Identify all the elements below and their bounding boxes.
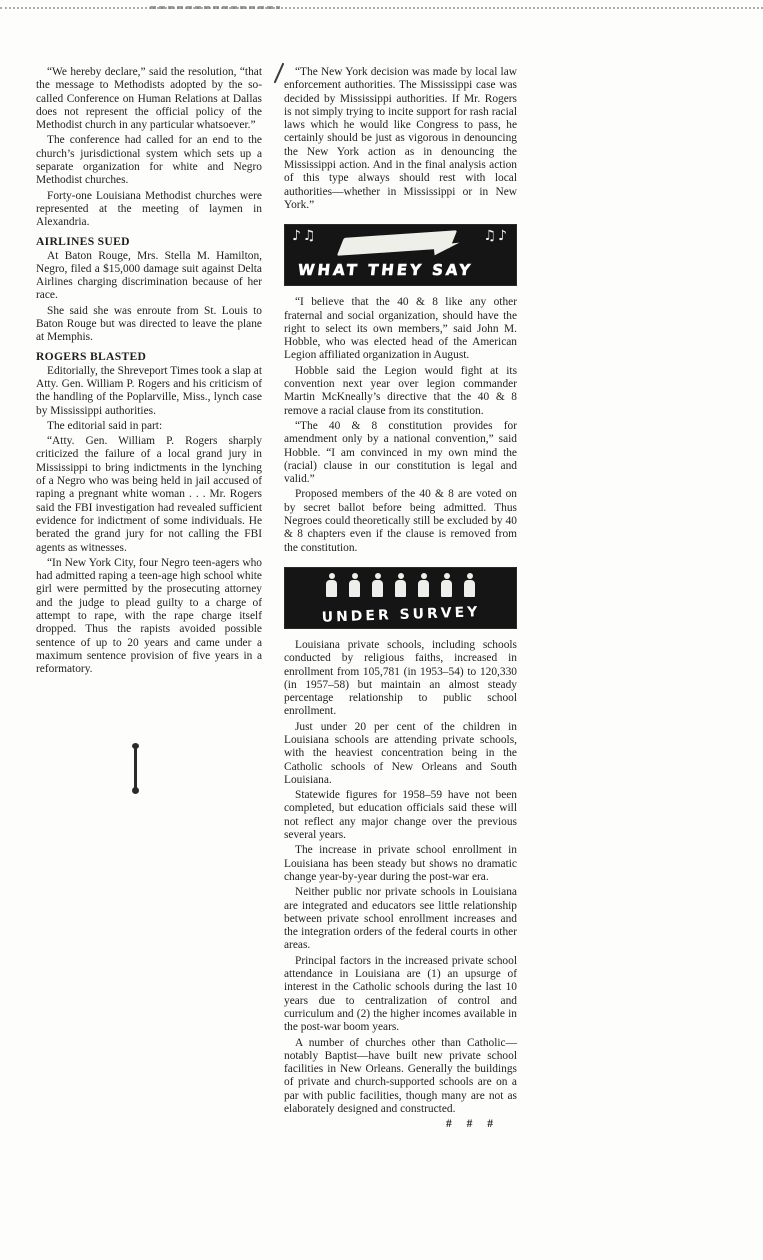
what-they-say-title: WHAT THEY SAY	[297, 261, 474, 280]
left-column	[36, 66, 262, 678]
paragraph: “The 40 & 8 constitution provides for amendment only by a national convention,” said Hobble. “I am convinced in my own mind the (racial) clause in our constitution is legal and valid.”	[284, 419, 517, 486]
person-icon	[441, 573, 452, 599]
under-survey-title: UNDER SURVEY	[320, 604, 481, 626]
paragraph: A number of churches other than Catholic—notably Baptist—have built new private school facilities in New Orleans. Generally the buildings of private and church-supported schools are on a par with public facilities, though many are not as elaborately designed and constructed.	[284, 1036, 517, 1115]
paragraph: Neither public nor private schools in Louisiana are integrated and educators see little relationship between private school enrollment increases and the integration orders of the federal courts in other areas.	[284, 886, 517, 952]
flag-tail-graphic	[434, 243, 461, 256]
paragraph: She said she was enroute from St. Louis to Baton Rouge but was directed to leave the plane at Memphis.	[36, 304, 262, 344]
paragraph: Forty-one Louisiana Methodist churches were represented at the meeting of laymen in Alexandria.	[36, 189, 262, 229]
paragraph: Principal factors in the increased private school attendance in Louisiana are (1) an upsurge of interest in the Catholic schools during the last 10 years due to centralization of control and curriculum and (2) the higher incomes available in the post-war boom years.	[284, 954, 517, 1034]
paragraph: Louisiana private schools, including schools conducted by religious faiths, increased in enrollment from 105,781 (in 1953–54) to 120,330 (in 1957–58) but maintain an almost steady percentage relationship to public school enrollment.	[284, 638, 517, 718]
music-notes-icon: ♪♫	[292, 228, 318, 245]
paragraph: “In New York City, four Negro teen-agers who had admitted raping a teen-age high school white girl were permitted by the prosecuting attorney and the judge to plead guilty to a charge of attempt to rape, with the rape charge itself dropped. Thus the rapists avoided possible sentence of up to 20 years and came under a maximum sentence provision of five years in a reformatory.	[36, 556, 262, 676]
person-icon	[395, 573, 406, 599]
what-they-say-banner	[284, 224, 517, 286]
paragraph: “Atty. Gen. William P. Rogers sharply criticized the failure of a local grand jury in Mississippi to bring indictments in the lynching of a Negro who was being held in jail accused of raping a pregnant white woman . . . Mr. Rogers said the FBI investigation had revealed sufficient evidence for indictment of some individuals. He berated the grand jury for not calling the FBI agents as witnesses.	[36, 435, 262, 554]
paragraph: “The New York decision was made by local law enforcement authorities. The Mississippi case was decided by Mississippi authorities. If Mr. Rogers is not simply trying to incite support for rash racial laws which he would like Congress to pass, he certainly should be just as vigorous in denouncing the New York action as in denouncing the Mississippi action. And in the final analysis action of this type always should rest with local authorities—whether in Mississippi or in New York.”	[284, 66, 517, 211]
end-mark: # # #	[446, 1118, 499, 1131]
person-icon	[464, 573, 475, 599]
person-icon	[349, 573, 360, 599]
person-icon	[372, 573, 383, 599]
paragraph: The increase in private school enrollment in Louisiana has been steady but shows no dramatic change year-by-year during the post-war era.	[284, 844, 517, 883]
paragraph: “I believe that the 40 & 8 like any other fraternal and social organization, should have the right to select its own members,” said John M. Hobble, who was elected head of the American Legion affiliated organization in August.	[284, 296, 517, 362]
person-icon	[418, 573, 429, 599]
paragraph: Just under 20 per cent of the children in Louisiana schools are attending private schools, with the heaviest concentration being in the Catholic schools of New Orleans and South Louisiana.	[284, 720, 517, 786]
paragraph: Editorially, the Shreveport Times took a slap at Atty. Gen. William P. Rogers and his criticism of the handling of the Poplarville, Miss., lynch case by Mississippi authorities.	[36, 364, 262, 417]
pen-slash-mark	[274, 63, 285, 84]
section-heading-airlines-sued: AIRLINES SUED	[36, 234, 130, 248]
crowd-graphic	[284, 573, 517, 599]
paragraph: The editorial said in part:	[47, 419, 163, 432]
paragraph: At Baton Rouge, Mrs. Stella M. Hamilton, Negro, filed a $15,000 damage suit against Delta Airlines charging discrimination because of her race.	[36, 249, 262, 302]
paragraph: Proposed members of the 40 & 8 are voted on by secret ballot before being admitted. Thus Negroes could theoretically still be excluded by 40 & 8 chapters even if the clause is removed from the constitution.	[284, 488, 517, 554]
music-notes-icon: ♫♪	[483, 228, 509, 245]
under-survey-banner	[284, 567, 517, 629]
paragraph: Hobble said the Legion would fight at its convention next year over legion commander Martin McKneally’s directive that the 40 & 8 remove a racial clause from its constitution.	[284, 364, 517, 417]
paragraph: Statewide figures for 1958–59 have not been completed, but education officials said these will not reflect any major change over the previous several years.	[284, 789, 517, 842]
page-edge-dark-segment	[150, 6, 280, 9]
page-edge-dotted-line	[0, 7, 763, 9]
right-column	[284, 66, 517, 1130]
section-heading-rogers-blasted: ROGERS BLASTED	[36, 349, 147, 363]
paragraph: The conference had called for an end to the church’s jurisdictional system which sets up a separate organization for white and Negro Methodist churches.	[36, 134, 262, 187]
ink-mark	[134, 746, 137, 790]
person-icon	[326, 573, 337, 599]
paragraph: “We hereby declare,” said the resolution, “that the message to Methodists adopted by the so-called Conference on Human Relations at Dallas does not represent the official policy of the Methodist church in any particular whatsoever.”	[36, 66, 262, 132]
